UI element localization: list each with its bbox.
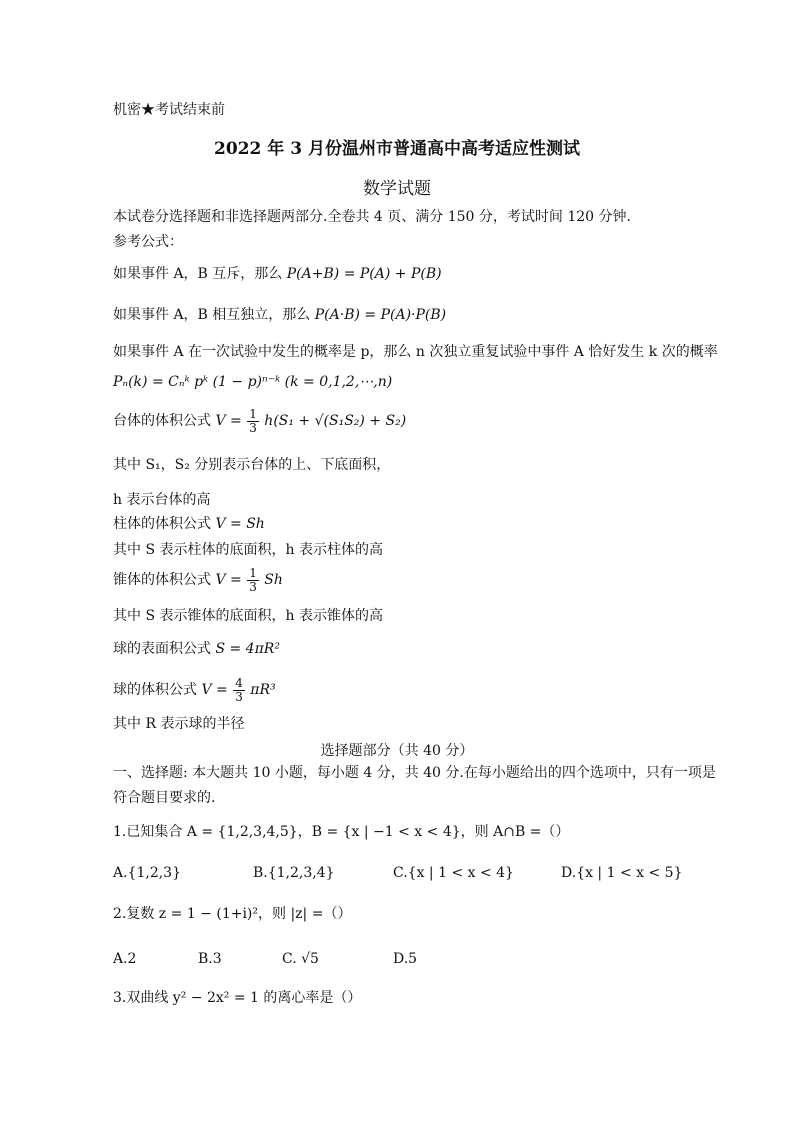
formula-exclusive-math: P(A+B) = P(A) + P(B) — [286, 266, 442, 282]
question-1-option-b: B.{1,2,3,4} — [253, 865, 335, 881]
formula-frustum-v: V = — [215, 413, 247, 430]
formula-cone-rest: Sh — [264, 572, 283, 589]
formula-frustum-rest: h(S₁ + √(S₁S₂) + S₂) — [264, 413, 407, 430]
formula-frustum-fraction — [247, 408, 259, 434]
formula-sphere-volume-fraction — [233, 677, 245, 703]
section-instruction-line1: 一、选择题: 本大题共 10 小题，每小题 4 分，共 40 分.在每小题给出的四个选项中，只有一项是 — [113, 765, 716, 781]
section-heading: 选择题部分（共 40 分） — [320, 743, 474, 759]
secret-mark: 机密★考试结束前 — [113, 102, 225, 118]
fraction-denominator: 3 — [249, 420, 257, 435]
formula-sphere-volume — [113, 677, 276, 703]
exam-description: 本试卷分选择题和非选择题两部分.全卷共 4 页、满分 150 分，考试时间 120 分钟. — [113, 209, 631, 225]
question-1-option-d: D.{x | 1 < x < 5} — [561, 865, 683, 881]
formula-sphere-area-text: 球的表面积公式 — [113, 641, 211, 657]
formula-cone-fraction — [247, 567, 259, 593]
formula-sphere-volume-text: 球的体积公式 — [113, 682, 197, 699]
formula-cone — [113, 567, 283, 593]
fraction-numerator: 4 — [235, 676, 243, 690]
formula-prism-note: 其中 S 表示柱体的底面积，h 表示柱体的高 — [113, 542, 383, 558]
formula-prism-text: 柱体的体积公式 — [113, 516, 211, 532]
formula-heading: 参考公式： — [113, 234, 183, 250]
question-3-stem: 3.双曲线 y² − 2x² = 1 的离心率是（） — [113, 990, 362, 1006]
question-2-option-a: A.2 — [113, 951, 137, 967]
formula-frustum — [113, 408, 406, 434]
fraction-numerator: 1 — [249, 566, 257, 580]
formula-cone-note: 其中 S 表示锥体的底面积，h 表示锥体的高 — [113, 608, 383, 624]
formula-cone-text: 锥体的体积公式 — [113, 572, 211, 589]
fraction-numerator: 1 — [249, 407, 257, 421]
formula-prism-math: V = Sh — [215, 516, 265, 532]
exam-title: 2022 年 3 月份温州市普通高中高考适应性测试 — [214, 139, 580, 159]
fraction-denominator: 3 — [249, 579, 257, 594]
question-2-stem: 2.复数 z = 1 − (1+i)²，则 |z| =（） — [113, 906, 352, 922]
formula-prism — [113, 516, 265, 534]
formula-binomial-math: Pₙ(k) = Cₙᵏ pᵏ (1 − p)ⁿ⁻ᵏ (k = 0,1,2,⋯,n) — [113, 374, 393, 390]
question-2-option-b: B.3 — [198, 951, 222, 967]
formula-cone-v: V = — [215, 572, 247, 589]
fraction-denominator: 3 — [235, 689, 243, 704]
formula-independent-text: 如果事件 A，B 相互独立，那么 — [113, 307, 311, 323]
question-1-option-c: C.{x | 1 < x < 4} — [393, 865, 514, 881]
formula-exclusive — [113, 266, 442, 284]
question-2-option-d: D.5 — [393, 951, 418, 967]
formula-sphere-volume-rest: πR³ — [250, 682, 276, 699]
formula-frustum-text: 台体的体积公式 — [113, 413, 211, 430]
formula-sphere-area-math: S = 4πR² — [215, 641, 280, 657]
question-1-stem: 1.已知集合 A = {1,2,3,4,5}，B = {x | −1 < x < 4}，则 A∩B =（） — [113, 824, 570, 840]
formula-sphere-volume-v: V = — [201, 682, 233, 699]
question-2-option-c: C. √5 — [282, 951, 319, 967]
formula-independent-math: P(A·B) = P(A)·P(B) — [314, 307, 447, 323]
formula-sphere-note: 其中 R 表示球的半径 — [113, 716, 245, 732]
formula-exclusive-text: 如果事件 A，B 互斥，那么 — [113, 266, 283, 282]
formula-frustum-height: h 表示台体的高 — [113, 492, 211, 508]
section-instruction-line2: 符合题目要求的. — [113, 790, 216, 806]
formula-sphere-area — [113, 641, 280, 659]
question-1-option-a: A.{1,2,3} — [113, 865, 181, 881]
exam-subtitle: 数学试题 — [363, 179, 431, 199]
formula-independent — [113, 307, 446, 325]
formula-frustum-note: 其中 S₁，S₂ 分别表示台体的上、下底面积， — [113, 457, 391, 473]
formula-binomial-text: 如果事件 A 在一次试验中发生的概率是 p，那么 n 次独立重复试验中事件 A 恰好发生 k 次的概率 — [113, 344, 718, 360]
